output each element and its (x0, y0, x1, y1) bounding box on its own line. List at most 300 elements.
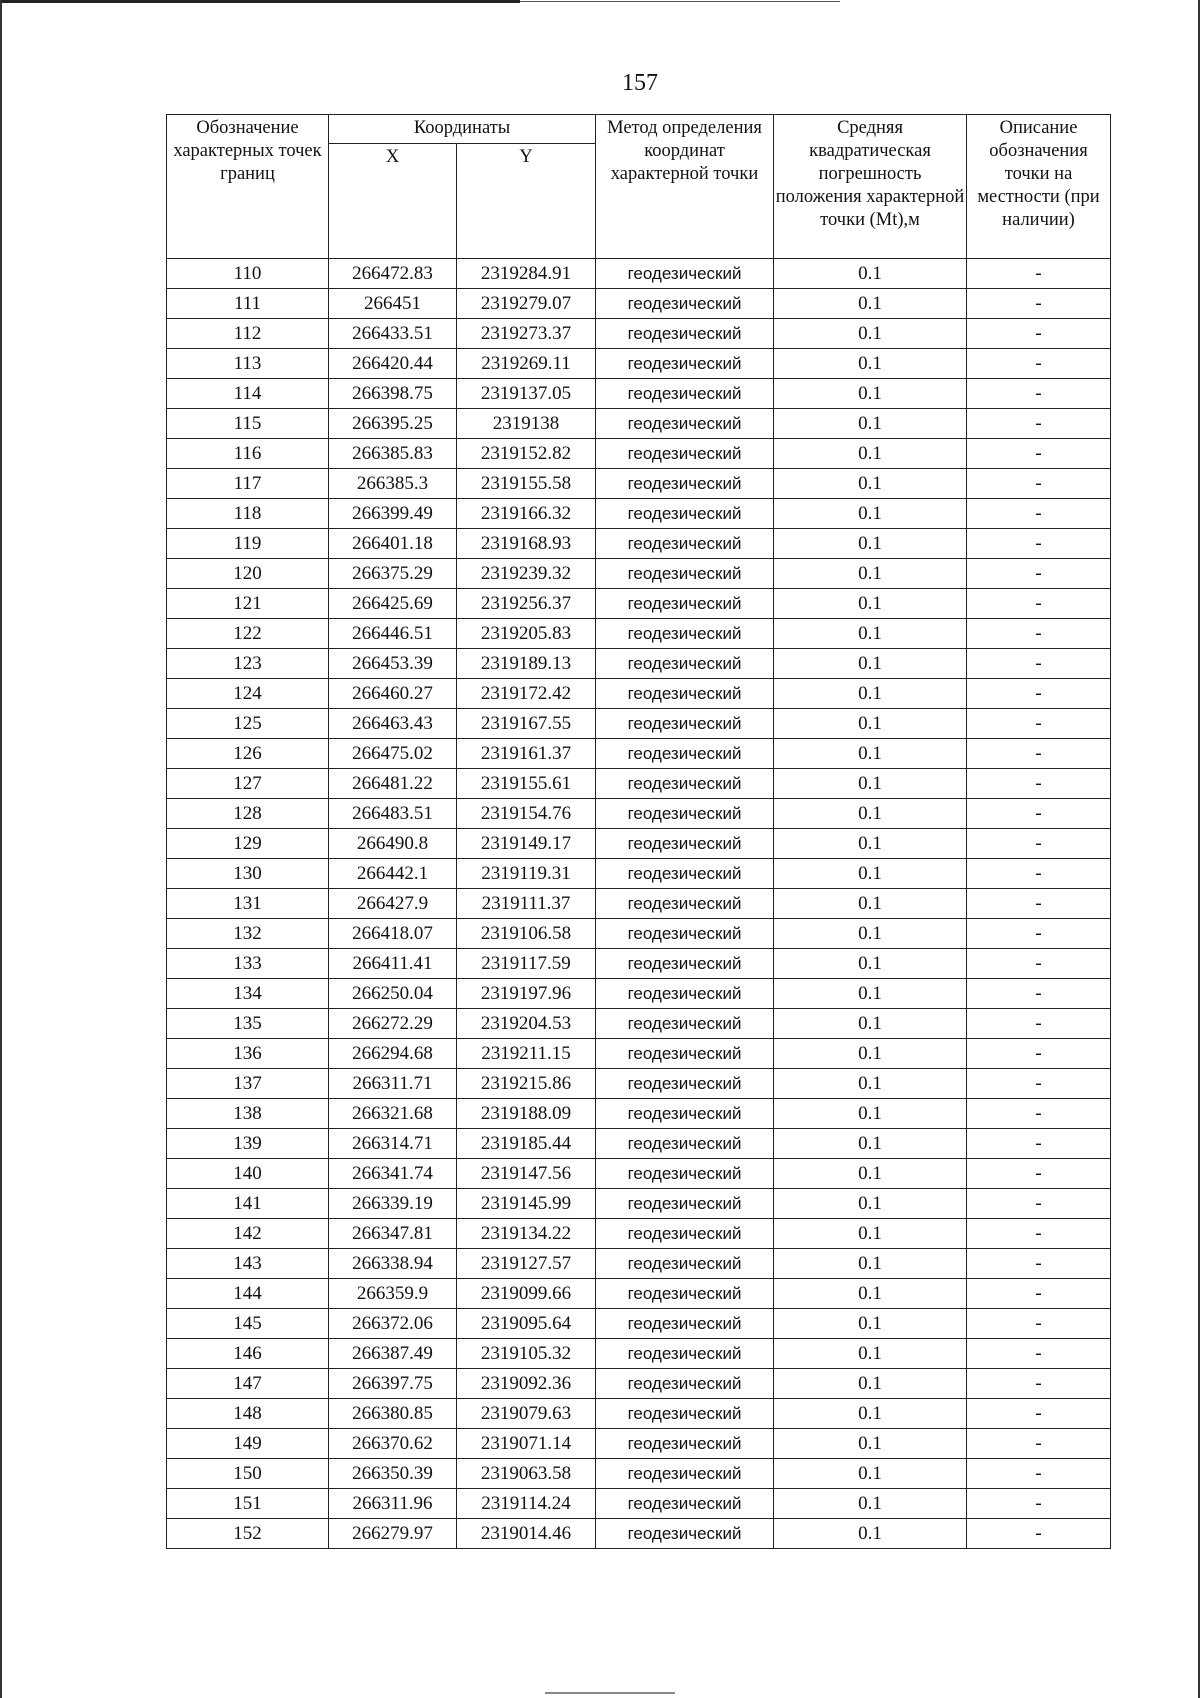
error-cell: 0.1 (774, 919, 967, 949)
description-cell: - (967, 1339, 1111, 1369)
x-coordinate-cell: 266472.83 (329, 259, 457, 289)
method-cell: геодезический (596, 1249, 774, 1279)
point-id-cell: 132 (167, 919, 329, 949)
y-coordinate-cell: 2319105.32 (457, 1339, 596, 1369)
method-cell: геодезический (596, 1099, 774, 1129)
method-cell: геодезический (596, 439, 774, 469)
y-coordinate-cell: 2319168.93 (457, 529, 596, 559)
method-cell: геодезический (596, 769, 774, 799)
error-cell: 0.1 (774, 889, 967, 919)
method-cell: геодезический (596, 349, 774, 379)
y-coordinate-cell: 2319063.58 (457, 1459, 596, 1489)
point-id-cell: 137 (167, 1069, 329, 1099)
point-id-cell: 113 (167, 349, 329, 379)
table-row (167, 379, 1111, 409)
error-cell: 0.1 (774, 1279, 967, 1309)
table-row (167, 559, 1111, 589)
y-coordinate-cell: 2319205.83 (457, 619, 596, 649)
y-coordinate-cell: 2319167.55 (457, 709, 596, 739)
y-coordinate-cell: 2319273.37 (457, 319, 596, 349)
header-error: Средняя квадратическая погрешность положения характерной точки (Mt),м (774, 115, 967, 259)
y-coordinate-cell: 2319284.91 (457, 259, 596, 289)
y-coordinate-cell: 2319117.59 (457, 949, 596, 979)
x-coordinate-cell: 266442.1 (329, 859, 457, 889)
table-row (167, 289, 1111, 319)
method-cell: геодезический (596, 1339, 774, 1369)
point-id-cell: 142 (167, 1219, 329, 1249)
point-id-cell: 114 (167, 379, 329, 409)
error-cell: 0.1 (774, 1069, 967, 1099)
header-x: X (329, 144, 457, 259)
table-row (167, 1369, 1111, 1399)
description-cell: - (967, 589, 1111, 619)
x-coordinate-cell: 266341.74 (329, 1159, 457, 1189)
point-id-cell: 140 (167, 1159, 329, 1189)
x-coordinate-cell: 266350.39 (329, 1459, 457, 1489)
point-id-cell: 120 (167, 559, 329, 589)
point-id-cell: 136 (167, 1039, 329, 1069)
table-row (167, 259, 1111, 289)
method-cell: геодезический (596, 1369, 774, 1399)
x-coordinate-cell: 266411.41 (329, 949, 457, 979)
description-cell: - (967, 949, 1111, 979)
y-coordinate-cell: 2319079.63 (457, 1399, 596, 1429)
y-coordinate-cell: 2319138 (457, 409, 596, 439)
y-coordinate-cell: 2319269.11 (457, 349, 596, 379)
description-cell: - (967, 1429, 1111, 1459)
description-cell: - (967, 259, 1111, 289)
error-cell: 0.1 (774, 379, 967, 409)
method-cell: геодезический (596, 799, 774, 829)
error-cell: 0.1 (774, 769, 967, 799)
table-row (167, 649, 1111, 679)
x-coordinate-cell: 266453.39 (329, 649, 457, 679)
table-row (167, 619, 1111, 649)
x-coordinate-cell: 266380.85 (329, 1399, 457, 1429)
y-coordinate-cell: 2319111.37 (457, 889, 596, 919)
table-row (167, 709, 1111, 739)
description-cell: - (967, 1369, 1111, 1399)
point-id-cell: 139 (167, 1129, 329, 1159)
method-cell: геодезический (596, 1489, 774, 1519)
point-id-cell: 117 (167, 469, 329, 499)
error-cell: 0.1 (774, 979, 967, 1009)
error-cell: 0.1 (774, 439, 967, 469)
description-cell: - (967, 1219, 1111, 1249)
y-coordinate-cell: 2319127.57 (457, 1249, 596, 1279)
description-cell: - (967, 859, 1111, 889)
x-coordinate-cell: 266401.18 (329, 529, 457, 559)
x-coordinate-cell: 266451 (329, 289, 457, 319)
description-cell: - (967, 619, 1111, 649)
y-coordinate-cell: 2319279.07 (457, 289, 596, 319)
point-id-cell: 130 (167, 859, 329, 889)
error-cell: 0.1 (774, 1219, 967, 1249)
table-row (167, 1009, 1111, 1039)
scan-edge-top (0, 0, 520, 3)
header-row-top (167, 115, 1111, 144)
method-cell: геодезический (596, 709, 774, 739)
x-coordinate-cell: 266420.44 (329, 349, 457, 379)
error-cell: 0.1 (774, 499, 967, 529)
y-coordinate-cell: 2319092.36 (457, 1369, 596, 1399)
y-coordinate-cell: 2319211.15 (457, 1039, 596, 1069)
y-coordinate-cell: 2319155.61 (457, 769, 596, 799)
x-coordinate-cell: 266314.71 (329, 1129, 457, 1159)
table-row (167, 829, 1111, 859)
description-cell: - (967, 319, 1111, 349)
point-id-cell: 118 (167, 499, 329, 529)
point-id-cell: 129 (167, 829, 329, 859)
x-coordinate-cell: 266385.3 (329, 469, 457, 499)
x-coordinate-cell: 266398.75 (329, 379, 457, 409)
method-cell: геодезический (596, 1039, 774, 1069)
table-row (167, 1429, 1111, 1459)
table-row (167, 799, 1111, 829)
table-row (167, 859, 1111, 889)
description-cell: - (967, 409, 1111, 439)
method-cell: геодезический (596, 1279, 774, 1309)
table-row (167, 349, 1111, 379)
description-cell: - (967, 1189, 1111, 1219)
error-cell: 0.1 (774, 1249, 967, 1279)
error-cell: 0.1 (774, 859, 967, 889)
point-id-cell: 151 (167, 1489, 329, 1519)
table-body (167, 259, 1111, 1549)
description-cell: - (967, 1399, 1111, 1429)
method-cell: геодезический (596, 949, 774, 979)
x-coordinate-cell: 266272.29 (329, 1009, 457, 1039)
point-id-cell: 149 (167, 1429, 329, 1459)
y-coordinate-cell: 2319106.58 (457, 919, 596, 949)
y-coordinate-cell: 2319185.44 (457, 1129, 596, 1159)
y-coordinate-cell: 2319014.46 (457, 1519, 596, 1549)
point-id-cell: 128 (167, 799, 329, 829)
y-coordinate-cell: 2319256.37 (457, 589, 596, 619)
method-cell: геодезический (596, 1219, 774, 1249)
description-cell: - (967, 919, 1111, 949)
error-cell: 0.1 (774, 1099, 967, 1129)
x-coordinate-cell: 266475.02 (329, 739, 457, 769)
point-id-cell: 123 (167, 649, 329, 679)
method-cell: геодезический (596, 979, 774, 1009)
point-id-cell: 146 (167, 1339, 329, 1369)
method-cell: геодезический (596, 1189, 774, 1219)
x-coordinate-cell: 266311.96 (329, 1489, 457, 1519)
point-id-cell: 134 (167, 979, 329, 1009)
error-cell: 0.1 (774, 1369, 967, 1399)
x-coordinate-cell: 266463.43 (329, 709, 457, 739)
method-cell: геодезический (596, 1459, 774, 1489)
point-id-cell: 121 (167, 589, 329, 619)
description-cell: - (967, 1279, 1111, 1309)
error-cell: 0.1 (774, 1009, 967, 1039)
method-cell: геодезический (596, 259, 774, 289)
point-id-cell: 133 (167, 949, 329, 979)
header-method: Метод определения координат характерной точки (596, 115, 774, 259)
table-row (167, 739, 1111, 769)
point-id-cell: 122 (167, 619, 329, 649)
x-coordinate-cell: 266347.81 (329, 1219, 457, 1249)
table-row (167, 949, 1111, 979)
method-cell: геодезический (596, 499, 774, 529)
method-cell: геодезический (596, 409, 774, 439)
point-id-cell: 152 (167, 1519, 329, 1549)
error-cell: 0.1 (774, 559, 967, 589)
scan-edge-left (0, 0, 2, 1698)
coordinates-table (166, 114, 1111, 1549)
method-cell: геодезический (596, 1309, 774, 1339)
x-coordinate-cell: 266397.75 (329, 1369, 457, 1399)
y-coordinate-cell: 2319204.53 (457, 1009, 596, 1039)
point-id-cell: 119 (167, 529, 329, 559)
error-cell: 0.1 (774, 259, 967, 289)
table-row (167, 679, 1111, 709)
x-coordinate-cell: 266339.19 (329, 1189, 457, 1219)
x-coordinate-cell: 266370.62 (329, 1429, 457, 1459)
error-cell: 0.1 (774, 409, 967, 439)
error-cell: 0.1 (774, 349, 967, 379)
y-coordinate-cell: 2319161.37 (457, 739, 596, 769)
y-coordinate-cell: 2319114.24 (457, 1489, 596, 1519)
description-cell: - (967, 289, 1111, 319)
method-cell: геодезический (596, 289, 774, 319)
error-cell: 0.1 (774, 619, 967, 649)
x-coordinate-cell: 266387.49 (329, 1339, 457, 1369)
table-row (167, 1069, 1111, 1099)
description-cell: - (967, 1489, 1111, 1519)
table-row (167, 1489, 1111, 1519)
x-coordinate-cell: 266433.51 (329, 319, 457, 349)
y-coordinate-cell: 2319071.14 (457, 1429, 596, 1459)
table-row (167, 769, 1111, 799)
description-cell: - (967, 889, 1111, 919)
point-id-cell: 150 (167, 1459, 329, 1489)
error-cell: 0.1 (774, 709, 967, 739)
error-cell: 0.1 (774, 469, 967, 499)
table-row (167, 1309, 1111, 1339)
description-cell: - (967, 439, 1111, 469)
description-cell: - (967, 649, 1111, 679)
y-coordinate-cell: 2319172.42 (457, 679, 596, 709)
point-id-cell: 112 (167, 319, 329, 349)
description-cell: - (967, 1009, 1111, 1039)
error-cell: 0.1 (774, 529, 967, 559)
header-description: Описание обозначения точки на местности (при наличии) (967, 115, 1111, 259)
x-coordinate-cell: 266481.22 (329, 769, 457, 799)
table-row (167, 1459, 1111, 1489)
table-row (167, 409, 1111, 439)
table-row (167, 979, 1111, 1009)
table-row (167, 319, 1111, 349)
table-row (167, 1249, 1111, 1279)
page-number: 157 (622, 70, 658, 96)
x-coordinate-cell: 266418.07 (329, 919, 457, 949)
description-cell: - (967, 1309, 1111, 1339)
description-cell: - (967, 1519, 1111, 1549)
table-row (167, 439, 1111, 469)
table-row (167, 919, 1111, 949)
method-cell: геодезический (596, 1129, 774, 1159)
description-cell: - (967, 469, 1111, 499)
point-id-cell: 141 (167, 1189, 329, 1219)
description-cell: - (967, 379, 1111, 409)
x-coordinate-cell: 266483.51 (329, 799, 457, 829)
y-coordinate-cell: 2319134.22 (457, 1219, 596, 1249)
table-row (167, 499, 1111, 529)
table-row (167, 1339, 1111, 1369)
description-cell: - (967, 1249, 1111, 1279)
y-coordinate-cell: 2319166.32 (457, 499, 596, 529)
error-cell: 0.1 (774, 1459, 967, 1489)
error-cell: 0.1 (774, 1189, 967, 1219)
description-cell: - (967, 1129, 1111, 1159)
y-coordinate-cell: 2319154.76 (457, 799, 596, 829)
y-coordinate-cell: 2319188.09 (457, 1099, 596, 1129)
x-coordinate-cell: 266279.97 (329, 1519, 457, 1549)
table-row (167, 469, 1111, 499)
scan-edge-top-thin (520, 1, 840, 2)
y-coordinate-cell: 2319149.17 (457, 829, 596, 859)
method-cell: геодезический (596, 1399, 774, 1429)
x-coordinate-cell: 266427.9 (329, 889, 457, 919)
error-cell: 0.1 (774, 1129, 967, 1159)
method-cell: геодезический (596, 379, 774, 409)
method-cell: геодезический (596, 1519, 774, 1549)
description-cell: - (967, 499, 1111, 529)
point-id-cell: 125 (167, 709, 329, 739)
error-cell: 0.1 (774, 649, 967, 679)
method-cell: геодезический (596, 829, 774, 859)
x-coordinate-cell: 266395.25 (329, 409, 457, 439)
point-id-cell: 115 (167, 409, 329, 439)
y-coordinate-cell: 2319099.66 (457, 1279, 596, 1309)
x-coordinate-cell: 266372.06 (329, 1309, 457, 1339)
description-cell: - (967, 769, 1111, 799)
error-cell: 0.1 (774, 319, 967, 349)
point-id-cell: 127 (167, 769, 329, 799)
y-coordinate-cell: 2319152.82 (457, 439, 596, 469)
method-cell: геодезический (596, 739, 774, 769)
y-coordinate-cell: 2319189.13 (457, 649, 596, 679)
y-coordinate-cell: 2319147.56 (457, 1159, 596, 1189)
point-id-cell: 110 (167, 259, 329, 289)
point-id-cell: 143 (167, 1249, 329, 1279)
description-cell: - (967, 829, 1111, 859)
description-cell: - (967, 1159, 1111, 1189)
error-cell: 0.1 (774, 829, 967, 859)
point-id-cell: 148 (167, 1399, 329, 1429)
error-cell: 0.1 (774, 1339, 967, 1369)
method-cell: геодезический (596, 319, 774, 349)
x-coordinate-cell: 266385.83 (329, 439, 457, 469)
y-coordinate-cell: 2319137.05 (457, 379, 596, 409)
y-coordinate-cell: 2319239.32 (457, 559, 596, 589)
method-cell: геодезический (596, 559, 774, 589)
error-cell: 0.1 (774, 1489, 967, 1519)
x-coordinate-cell: 266250.04 (329, 979, 457, 1009)
table-row (167, 1039, 1111, 1069)
table-row (167, 1099, 1111, 1129)
description-cell: - (967, 559, 1111, 589)
scan-edge-bottom (545, 1692, 675, 1694)
method-cell: геодезический (596, 919, 774, 949)
point-id-cell: 131 (167, 889, 329, 919)
x-coordinate-cell: 266425.69 (329, 589, 457, 619)
method-cell: геодезический (596, 589, 774, 619)
point-id-cell: 145 (167, 1309, 329, 1339)
point-id-cell: 116 (167, 439, 329, 469)
table-row (167, 889, 1111, 919)
table-row (167, 1219, 1111, 1249)
error-cell: 0.1 (774, 589, 967, 619)
x-coordinate-cell: 266490.8 (329, 829, 457, 859)
error-cell: 0.1 (774, 679, 967, 709)
description-cell: - (967, 529, 1111, 559)
x-coordinate-cell: 266294.68 (329, 1039, 457, 1069)
point-id-cell: 135 (167, 1009, 329, 1039)
error-cell: 0.1 (774, 1399, 967, 1429)
y-coordinate-cell: 2319155.58 (457, 469, 596, 499)
y-coordinate-cell: 2319215.86 (457, 1069, 596, 1099)
description-cell: - (967, 739, 1111, 769)
error-cell: 0.1 (774, 1429, 967, 1459)
header-coordinates: Координаты (329, 115, 596, 144)
description-cell: - (967, 1099, 1111, 1129)
x-coordinate-cell: 266446.51 (329, 619, 457, 649)
error-cell: 0.1 (774, 289, 967, 319)
x-coordinate-cell: 266460.27 (329, 679, 457, 709)
y-coordinate-cell: 2319095.64 (457, 1309, 596, 1339)
description-cell: - (967, 1459, 1111, 1489)
method-cell: геодезический (596, 469, 774, 499)
method-cell: геодезический (596, 889, 774, 919)
y-coordinate-cell: 2319197.96 (457, 979, 596, 1009)
description-cell: - (967, 679, 1111, 709)
header-y: Y (457, 144, 596, 259)
y-coordinate-cell: 2319145.99 (457, 1189, 596, 1219)
table-row (167, 1129, 1111, 1159)
error-cell: 0.1 (774, 1309, 967, 1339)
point-id-cell: 138 (167, 1099, 329, 1129)
description-cell: - (967, 799, 1111, 829)
x-coordinate-cell: 266311.71 (329, 1069, 457, 1099)
x-coordinate-cell: 266359.9 (329, 1279, 457, 1309)
point-id-cell: 124 (167, 679, 329, 709)
description-cell: - (967, 1039, 1111, 1069)
method-cell: геодезический (596, 529, 774, 559)
method-cell: геодезический (596, 1009, 774, 1039)
table-row (167, 589, 1111, 619)
method-cell: геодезический (596, 1429, 774, 1459)
method-cell: геодезический (596, 859, 774, 889)
method-cell: геодезический (596, 679, 774, 709)
method-cell: геодезический (596, 619, 774, 649)
header-designation: Обозначение характерных точек границ (167, 115, 329, 259)
point-id-cell: 111 (167, 289, 329, 319)
table-row (167, 1399, 1111, 1429)
method-cell: геодезический (596, 1069, 774, 1099)
description-cell: - (967, 979, 1111, 1009)
error-cell: 0.1 (774, 739, 967, 769)
method-cell: геодезический (596, 1159, 774, 1189)
description-cell: - (967, 1069, 1111, 1099)
table-row (167, 1279, 1111, 1309)
x-coordinate-cell: 266375.29 (329, 559, 457, 589)
table-row (167, 529, 1111, 559)
error-cell: 0.1 (774, 1039, 967, 1069)
x-coordinate-cell: 266399.49 (329, 499, 457, 529)
